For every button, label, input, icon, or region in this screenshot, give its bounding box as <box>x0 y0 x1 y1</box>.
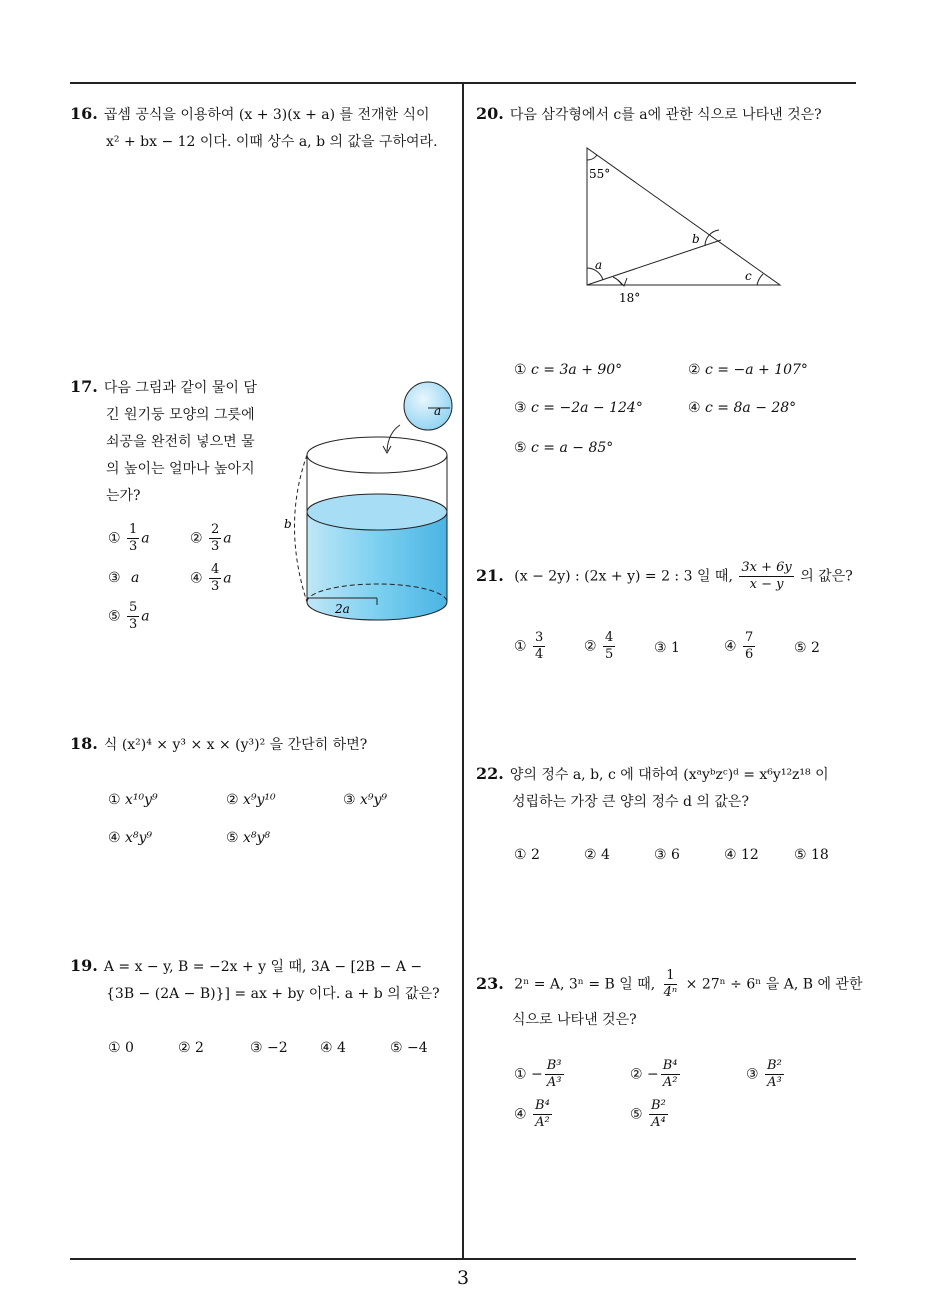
option-1[interactable]: ① x¹⁰y⁹ <box>108 792 158 808</box>
option-3[interactable]: ③ $\frac{\text{B²}}{\text{A³}}$ <box>746 1058 782 1090</box>
question-17 <box>70 373 257 510</box>
fraction: $\frac{5}{3}$ <box>129 600 138 632</box>
option-4[interactable]: ④ c = 8a − 28° <box>688 400 797 416</box>
question-21: 21. (x − 2y) : (2x + y) = 2 : 3 일 때, $\frac{3x + 6y}{x - y}$ 의 값은? <box>476 560 853 592</box>
option-5[interactable]: ⑤ $\frac{\text{B²}}{\text{A⁴}}$ <box>630 1098 666 1130</box>
question-text: 2ⁿ = A, 3ⁿ = B 일 때, <box>514 976 656 993</box>
option-2[interactable]: ② x⁹y¹⁰ <box>226 792 276 808</box>
question-text: 양의 정수 a, b, c 에 대하여 (xᵃyᵇzᶜ)ᵈ = x⁶y¹²z¹⁸ 이 <box>509 767 829 783</box>
option-5[interactable]: ⑤ 2 <box>794 640 820 656</box>
cylinder-figure <box>280 375 460 635</box>
option-5[interactable]: ⑤ $\frac{5}{3}$ a <box>108 600 150 632</box>
question-text-line2: 식으로 나타낸 것은? <box>512 1012 637 1028</box>
sphere-radius-label: a <box>434 404 442 418</box>
option-1[interactable]: ① 0 <box>108 1040 134 1056</box>
option-1[interactable]: ① $\frac{1}{3}$ a <box>108 522 150 554</box>
fraction: $\frac{4}{3}$ <box>211 562 220 594</box>
question-text: 다음 그림과 같이 물이 담 <box>103 380 257 396</box>
question-text-line2: 성립하는 가장 큰 양의 정수 d 의 값은? <box>512 794 749 810</box>
option-4[interactable]: ④ 4 <box>320 1040 346 1056</box>
option-3[interactable]: ③ x⁹y⁹ <box>343 792 388 808</box>
radius-label: 2a <box>335 602 350 616</box>
question-number: 20. <box>476 104 504 123</box>
option-5[interactable]: ⑤ c = a − 85° <box>514 440 614 456</box>
angle-55-label: 55° <box>589 167 611 181</box>
option-1[interactable]: ① $\frac{3}{4}$ <box>514 630 544 662</box>
sphere-shape <box>404 382 452 430</box>
option-2[interactable]: ② c = −a + 107° <box>688 362 808 378</box>
column-divider <box>462 83 464 1259</box>
option-1[interactable]: ① c = 3a + 90° <box>514 362 623 378</box>
option-3[interactable]: ③ 6 <box>654 847 680 863</box>
question-number: 19. <box>70 956 98 975</box>
question-text-line2: x² + bx − 12 이다. 이때 상수 a, b 의 값을 구하여라. <box>106 134 438 150</box>
question-number: 21. <box>476 565 504 585</box>
height-label: b <box>284 517 292 531</box>
option-4[interactable]: ④ 12 <box>724 847 759 863</box>
question-18 <box>70 730 367 759</box>
option-5[interactable]: ⑤ 18 <box>794 847 829 863</box>
question-22 <box>476 760 829 816</box>
question-20 <box>476 100 822 129</box>
question-text: 다음 삼각형에서 c를 a에 관한 식으로 나타낸 것은? <box>509 107 822 123</box>
fraction: $\frac{1}{3}$ <box>129 522 138 554</box>
fraction: $\frac{3x + 6y}{x - y}$ <box>741 560 792 592</box>
page-number: 3 <box>456 1267 470 1289</box>
question-number: 18. <box>70 734 98 753</box>
option-1[interactable]: ① − $\frac{\text{B³}}{\text{A³}}$ <box>514 1058 562 1090</box>
question-number: 22. <box>476 764 504 783</box>
option-2[interactable]: ② − $\frac{\text{B⁴}}{\text{A²}}$ <box>630 1058 678 1090</box>
question-text: 곱셈 공식을 이용하여 (x + 3)(x + a) 를 전개한 식이 <box>103 107 430 123</box>
question-text: (x − 2y) : (2x + y) = 2 : 3 일 때, <box>514 568 733 585</box>
fraction: $\frac{2}{3}$ <box>211 522 220 554</box>
option-5[interactable]: ⑤ x⁸y⁸ <box>226 830 271 846</box>
angle-c-label: c <box>745 269 752 283</box>
question-number: 16. <box>70 104 98 123</box>
angle-18-label: 18° <box>619 291 641 305</box>
angle-a-label: a <box>595 258 603 272</box>
question-number: 23. <box>476 973 504 993</box>
option-2[interactable]: ② $\frac{4}{5}$ <box>584 630 614 662</box>
question-text-line: 쇠공을 완전히 넣으면 물 <box>106 434 255 450</box>
option-5[interactable]: ⑤ −4 <box>390 1040 428 1056</box>
question-text-line2: {3B − (2A − B)}] = ax + by 이다. a + b 의 값은? <box>106 986 440 1002</box>
option-3[interactable]: ③ a <box>108 570 140 586</box>
option-2[interactable]: ② 2 <box>178 1040 204 1056</box>
question-text-line: 의 높이는 얼마나 높아지 <box>106 461 255 477</box>
option-3[interactable]: ③ −2 <box>250 1040 288 1056</box>
angle-b-label: b <box>692 232 700 246</box>
option-2[interactable]: ② 4 <box>584 847 610 863</box>
question-16 <box>70 100 438 156</box>
option-4[interactable]: ④ $\frac{\text{B⁴}}{\text{A²}}$ <box>514 1098 550 1130</box>
question-text-line: 긴 원기둥 모양의 그릇에 <box>106 407 255 423</box>
option-2[interactable]: ② $\frac{2}{3}$ a <box>190 522 232 554</box>
option-1[interactable]: ① 2 <box>514 847 540 863</box>
option-4[interactable]: ④ $\frac{7}{6}$ <box>724 630 754 662</box>
fraction: $\frac{1}{\text{4ⁿ}}$ <box>663 968 678 1000</box>
option-4[interactable]: ④ $\frac{4}{3}$ a <box>190 562 232 594</box>
triangle-figure <box>575 140 795 310</box>
question-19 <box>70 952 440 1008</box>
question-text: 식 (x²)⁴ × y³ × x × (y³)² 을 간단히 하면? <box>103 737 368 753</box>
bottom-rule <box>70 1258 856 1260</box>
question-text-line: 는가? <box>106 488 141 504</box>
question-number: 17. <box>70 377 98 396</box>
option-3[interactable]: ③ 1 <box>654 640 680 656</box>
option-4[interactable]: ④ x⁸y⁹ <box>108 830 153 846</box>
question-23: 23. 2ⁿ = A, 3ⁿ = B 일 때, $\frac{1}{\text{4ⁿ}}$ × 27ⁿ ÷ 6ⁿ 을 A, B 에 관한 식으로 나타낸 것은? <box>476 968 862 1034</box>
question-text: A = x − y, B = −2x + y 일 때, 3A − [2B − A − <box>103 959 423 975</box>
option-3[interactable]: ③ c = −2a − 124° <box>514 400 643 416</box>
